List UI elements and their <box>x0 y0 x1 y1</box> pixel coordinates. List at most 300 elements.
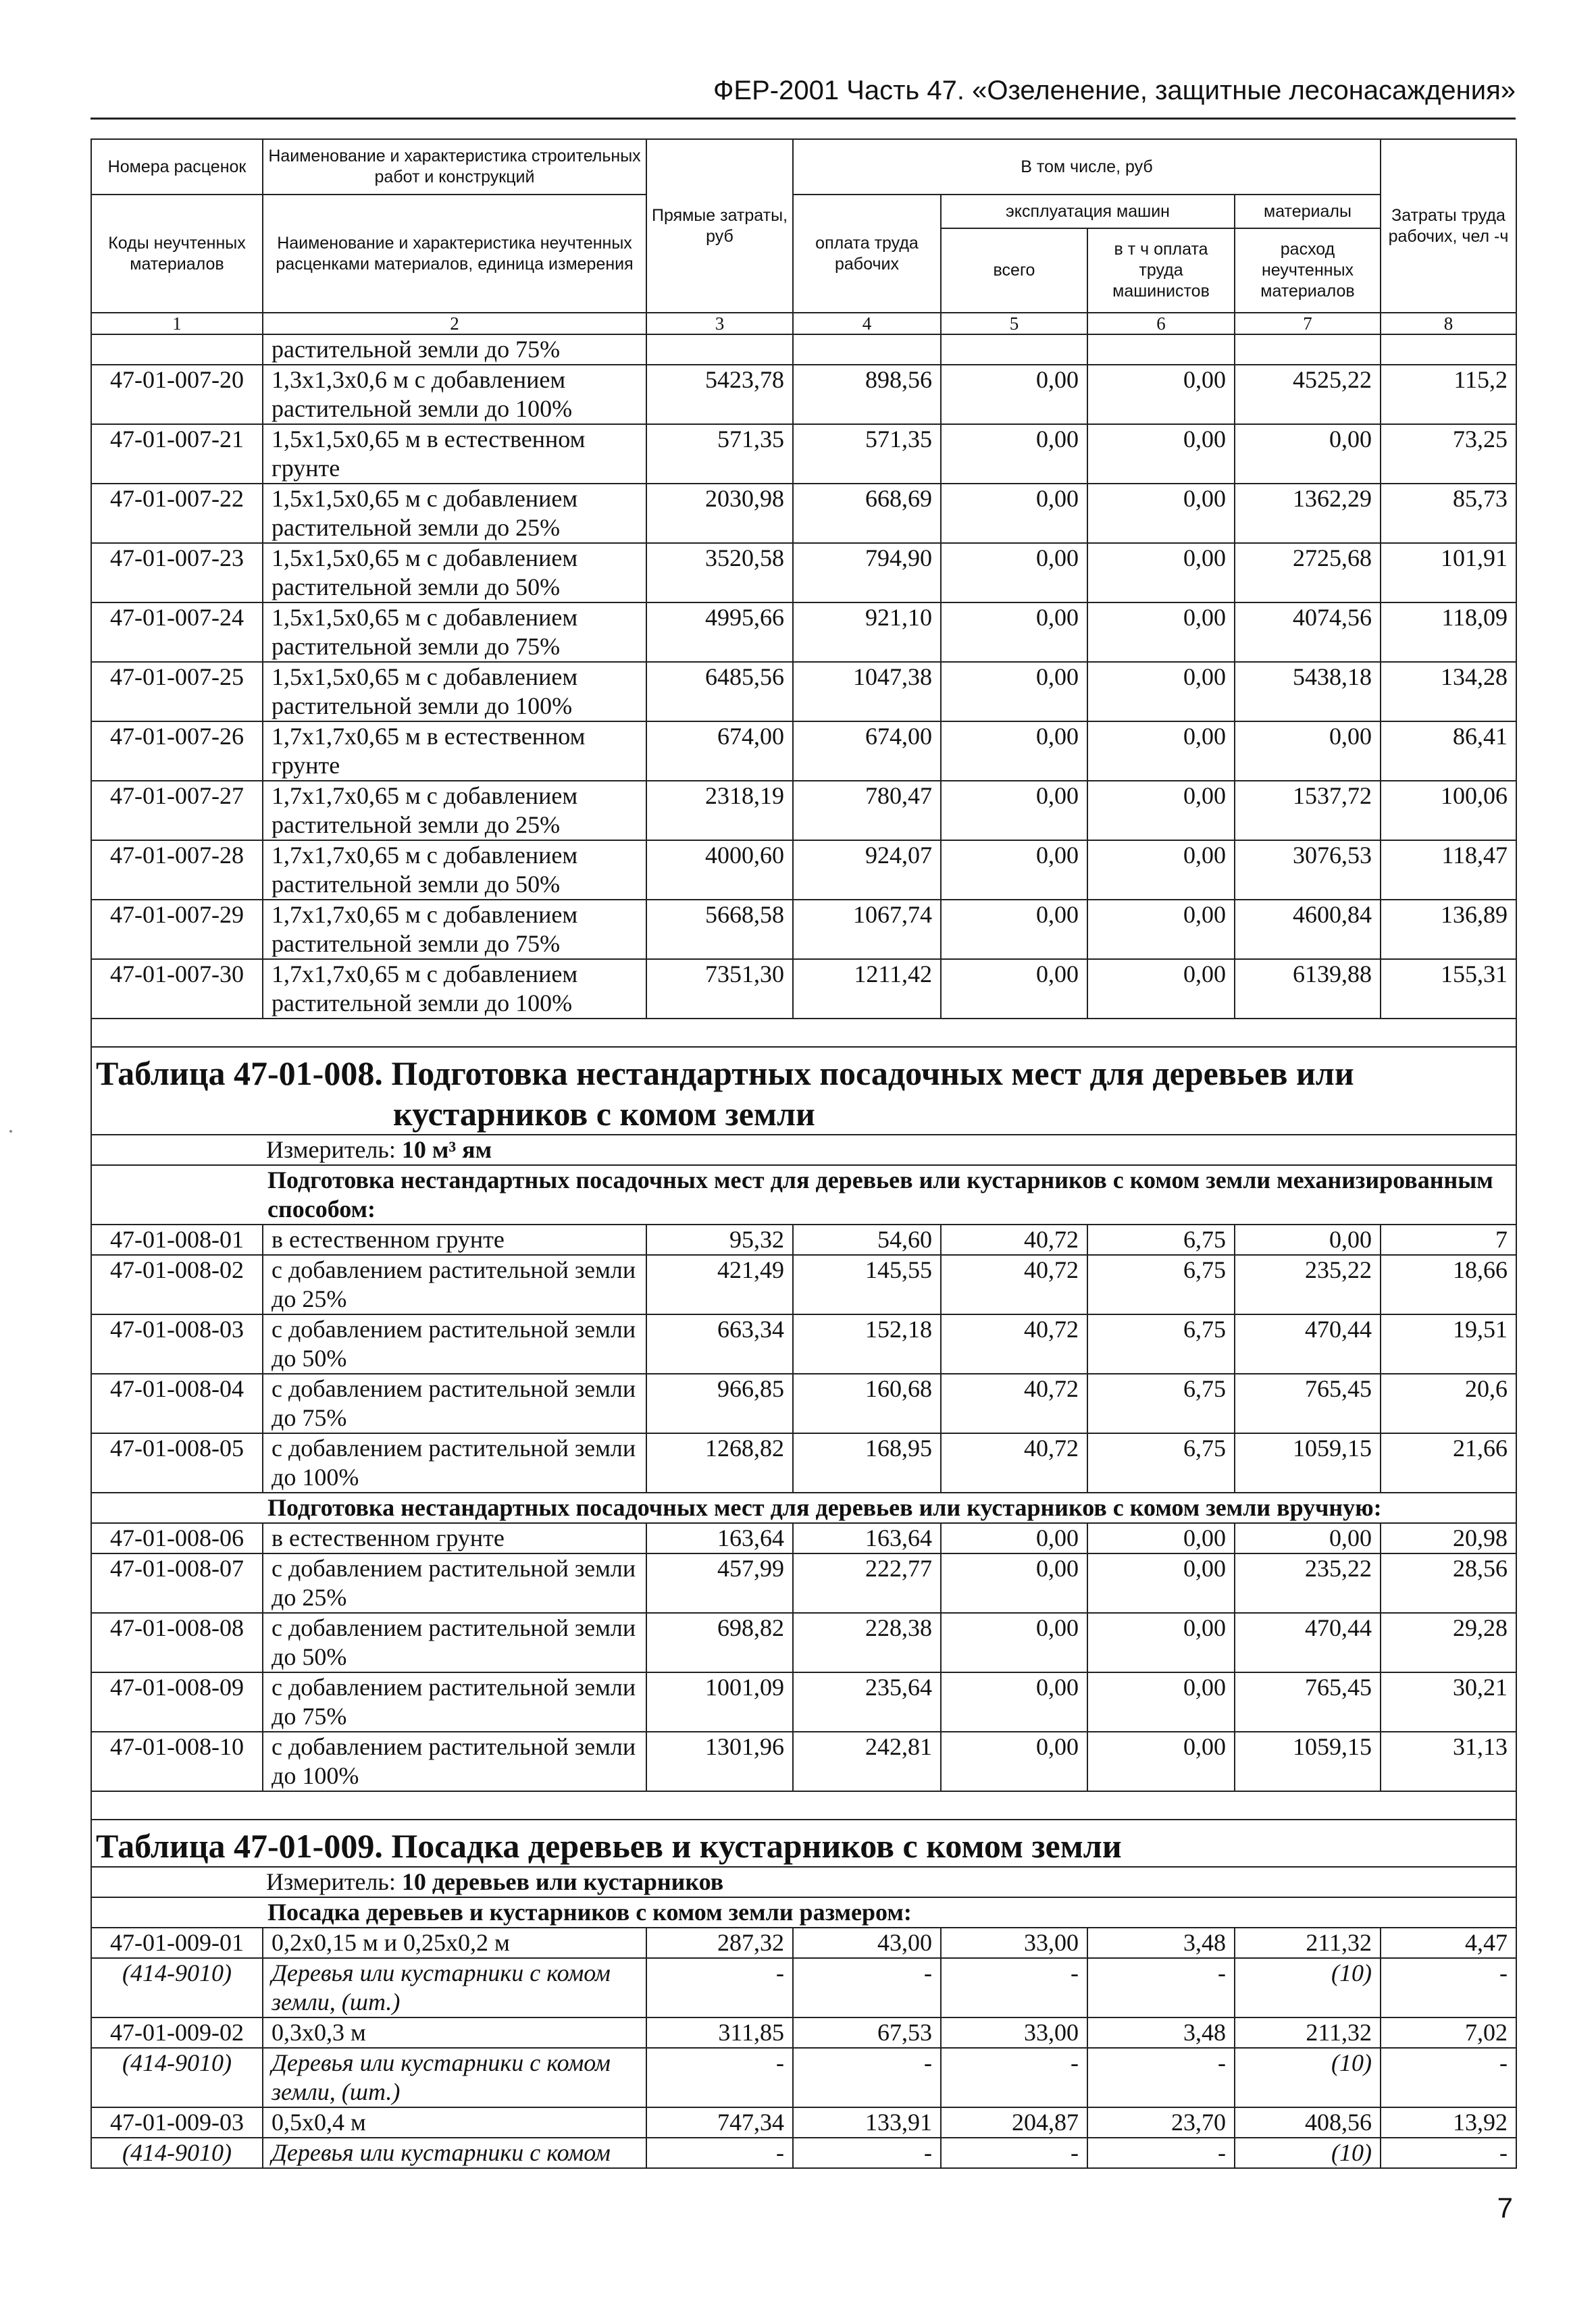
machinist-pay: 6,75 <box>1087 1433 1235 1493</box>
material-code: (414-9010) <box>91 1958 263 2017</box>
meter-label: Измеритель: <box>266 1868 402 1895</box>
rate-code: 47-01-007-26 <box>91 721 263 781</box>
machines-total: 0,00 <box>941 959 1087 1019</box>
machinist-pay: 6,75 <box>1087 1314 1235 1374</box>
spacer-row <box>91 1019 1516 1047</box>
table-body <box>91 139 1516 2168</box>
labor-costs: 30,21 <box>1381 1672 1516 1732</box>
worker-pay: 43,00 <box>793 1928 941 1958</box>
direct-costs: 2318,19 <box>646 781 793 840</box>
material-pay: - <box>793 2048 941 2107</box>
work-name: 1,5х1,5х0,65 м в естественном грунте <box>263 424 646 484</box>
table-title-row <box>91 1820 1516 1867</box>
machines-total: 0,00 <box>941 840 1087 900</box>
table-row <box>91 1928 1516 1958</box>
machinist-pay: 0,00 <box>1087 602 1235 662</box>
table-title <box>91 1047 1516 1135</box>
meter <box>91 1867 1516 1897</box>
rate-code: 47-01-007-22 <box>91 484 263 543</box>
labor-costs: 100,06 <box>1381 781 1516 840</box>
table-row <box>91 959 1516 1019</box>
worker-pay: 924,07 <box>793 840 941 900</box>
direct-costs: 1301,96 <box>646 1732 793 1791</box>
th-rate-numbers: Номера расценок <box>91 139 263 195</box>
subheading <box>91 1897 1516 1928</box>
material-machines: - <box>941 2138 1087 2168</box>
direct-costs: 747,34 <box>646 2107 793 2138</box>
worker-pay: 1067,74 <box>793 900 941 959</box>
work-name: 0,5х0,4 м <box>263 2107 646 2138</box>
materials-cost: 1059,15 <box>1235 1433 1381 1493</box>
direct-costs: 966,85 <box>646 1374 793 1433</box>
machinist-pay: 6,75 <box>1087 1374 1235 1433</box>
machinist-pay: 0,00 <box>1087 543 1235 602</box>
labor-costs: 20,6 <box>1381 1374 1516 1433</box>
work-name: 1,7х1,7х0,65 м с добавлением растительной земли до 50% <box>263 840 646 900</box>
table-title <box>91 1820 1516 1867</box>
header-row-2 <box>91 195 1516 228</box>
machinist-pay: 0,00 <box>1087 365 1235 424</box>
worker-pay: 668,69 <box>793 484 941 543</box>
machines-total: 0,00 <box>941 424 1087 484</box>
labor-costs: 73,25 <box>1381 424 1516 484</box>
column-number: 6 <box>1087 313 1235 334</box>
materials-cost: 211,32 <box>1235 2017 1381 2048</box>
subheading-row <box>91 1165 1516 1225</box>
rate-code: 47-01-007-25 <box>91 662 263 721</box>
header-row-1 <box>91 139 1516 195</box>
work-name: в естественном грунте <box>263 1523 646 1553</box>
materials-cost: 5438,18 <box>1235 662 1381 721</box>
machinist-pay: 0,00 <box>1087 1732 1235 1791</box>
labor-costs: 28,56 <box>1381 1553 1516 1613</box>
rate-code: 47-01-007-28 <box>91 840 263 900</box>
direct-costs: 1268,82 <box>646 1433 793 1493</box>
work-name: 1,7х1,7х0,65 м с добавлением растительной земли до 75% <box>263 900 646 959</box>
machinist-pay: 0,00 <box>1087 1523 1235 1553</box>
rate-code: 47-01-008-06 <box>91 1523 263 1553</box>
table-row <box>91 424 1516 484</box>
materials-cost: 470,44 <box>1235 1613 1381 1672</box>
labor-costs: 18,66 <box>1381 1255 1516 1314</box>
rates-table <box>91 138 1517 2169</box>
empty-cell <box>941 334 1087 365</box>
machinist-pay: 23,70 <box>1087 2107 1235 2138</box>
material-machinists: - <box>1087 2138 1235 2168</box>
materials-cost: 0,00 <box>1235 721 1381 781</box>
material-name: Деревья или кустарники с комом земли, (шт.) <box>263 1958 646 2017</box>
materials-cost: 765,45 <box>1235 1374 1381 1433</box>
work-name: 1,5х1,5х0,65 м с добавлением растительной земли до 100% <box>263 662 646 721</box>
continued-text: растительной земли до 75% <box>263 334 646 365</box>
meter <box>91 1135 1516 1165</box>
empty-cell <box>1381 334 1516 365</box>
machinist-pay: 0,00 <box>1087 1553 1235 1613</box>
machines-total: 0,00 <box>941 484 1087 543</box>
rate-code: 47-01-007-29 <box>91 900 263 959</box>
rate-code: 47-01-007-27 <box>91 781 263 840</box>
meter-value: 10 м³ ям <box>401 1136 492 1163</box>
material-direct: - <box>646 2048 793 2107</box>
machines-total: 0,00 <box>941 1732 1087 1791</box>
materials-cost: 1362,29 <box>1235 484 1381 543</box>
table-row <box>91 484 1516 543</box>
th-unaccounted-consumption: расход неучтенных материалов <box>1235 228 1381 313</box>
column-number: 3 <box>646 313 793 334</box>
labor-costs: 7,02 <box>1381 2017 1516 2048</box>
table-row <box>91 543 1516 602</box>
table-title-line2: кустарников с комом земли <box>393 1095 815 1133</box>
machinist-pay: 0,00 <box>1087 900 1235 959</box>
material-machinists: - <box>1087 1958 1235 2017</box>
direct-costs: 4995,66 <box>646 602 793 662</box>
worker-pay: 160,68 <box>793 1374 941 1433</box>
work-name: с добавлением растительной земли до 50% <box>263 1613 646 1672</box>
work-name: 1,5х1,5х0,65 м с добавлением растительной земли до 75% <box>263 602 646 662</box>
materials-cost: 2725,68 <box>1235 543 1381 602</box>
material-pay: - <box>793 2138 941 2168</box>
table-row <box>91 1255 1516 1314</box>
machines-total: 0,00 <box>941 1672 1087 1732</box>
worker-pay: 222,77 <box>793 1553 941 1613</box>
machines-total: 40,72 <box>941 1255 1087 1314</box>
work-name: 1,5х1,5х0,65 м с добавлением растительной земли до 25% <box>263 484 646 543</box>
material-labor: - <box>1381 2048 1516 2107</box>
material-consumption: (10) <box>1235 2048 1381 2107</box>
machinist-pay: 3,48 <box>1087 1928 1235 1958</box>
direct-costs: 457,99 <box>646 1553 793 1613</box>
machines-total: 0,00 <box>941 543 1087 602</box>
subheading-text: Подготовка нестандартных посадочных мест для деревьев или кустарников с комом земли вручную: <box>267 1494 1382 1521</box>
labor-costs: 13,92 <box>1381 2107 1516 2138</box>
machines-total: 0,00 <box>941 781 1087 840</box>
work-name: 1,7х1,7х0,65 м с добавлением растительной земли до 25% <box>263 781 646 840</box>
labor-costs: 4,47 <box>1381 1928 1516 1958</box>
empty-cell <box>793 334 941 365</box>
labor-costs: 86,41 <box>1381 721 1516 781</box>
worker-pay: 242,81 <box>793 1732 941 1791</box>
subheading-row <box>91 1493 1516 1523</box>
rate-code: 47-01-007-20 <box>91 365 263 424</box>
worker-pay: 168,95 <box>793 1433 941 1493</box>
direct-costs: 163,64 <box>646 1523 793 1553</box>
column-number: 7 <box>1235 313 1381 334</box>
rate-code: 47-01-007-30 <box>91 959 263 1019</box>
meter-value: 10 деревьев или кустарников <box>401 1868 724 1895</box>
machinist-pay: 0,00 <box>1087 1672 1235 1732</box>
worker-pay: 674,00 <box>793 721 941 781</box>
rate-code: 47-01-008-04 <box>91 1374 263 1433</box>
continued-row <box>91 334 1516 365</box>
direct-costs: 311,85 <box>646 2017 793 2048</box>
work-name: 0,3х0,3 м <box>263 2017 646 2048</box>
empty-cell <box>1235 334 1381 365</box>
direct-costs: 5423,78 <box>646 365 793 424</box>
material-row <box>91 2138 1516 2168</box>
labor-costs: 155,31 <box>1381 959 1516 1019</box>
materials-cost: 6139,88 <box>1235 959 1381 1019</box>
table-row <box>91 1433 1516 1493</box>
th-work-name: Наименование и характеристика строительных работ и конструкций <box>263 139 646 195</box>
work-name: 1,3х1,3х0,6 м с добавлением растительной земли до 100% <box>263 365 646 424</box>
work-name: 1,7х1,7х0,65 м с добавлением растительной земли до 100% <box>263 959 646 1019</box>
meter-row <box>91 1867 1516 1897</box>
rate-code: 47-01-008-05 <box>91 1433 263 1493</box>
work-name: с добавлением растительной земли до 25% <box>263 1255 646 1314</box>
work-name: 0,2х0,15 м и 0,25х0,2 м <box>263 1928 646 1958</box>
direct-costs: 698,82 <box>646 1613 793 1672</box>
table-row <box>91 1672 1516 1732</box>
materials-cost: 4600,84 <box>1235 900 1381 959</box>
labor-costs: 20,98 <box>1381 1523 1516 1553</box>
table-row <box>91 1553 1516 1613</box>
direct-costs: 674,00 <box>646 721 793 781</box>
material-consumption: (10) <box>1235 2138 1381 2168</box>
material-row <box>91 2048 1516 2107</box>
machinist-pay: 3,48 <box>1087 2017 1235 2048</box>
machines-total: 0,00 <box>941 1553 1087 1613</box>
material-pay: - <box>793 1958 941 2017</box>
worker-pay: 228,38 <box>793 1613 941 1672</box>
machinist-pay: 0,00 <box>1087 781 1235 840</box>
th-machine-operation: эксплуатация машин <box>941 195 1235 228</box>
spacer-cell <box>91 1791 1516 1820</box>
th-worker-pay: оплата труда рабочих <box>793 195 941 313</box>
subheading-row <box>91 1897 1516 1928</box>
worker-pay: 163,64 <box>793 1523 941 1553</box>
table-row <box>91 1314 1516 1374</box>
material-machines: - <box>941 1958 1087 2017</box>
th-total: всего <box>941 228 1087 313</box>
table-row <box>91 365 1516 424</box>
direct-costs: 7351,30 <box>646 959 793 1019</box>
spacer-cell <box>91 1019 1516 1047</box>
labor-costs: 118,09 <box>1381 602 1516 662</box>
direct-costs: 4000,60 <box>646 840 793 900</box>
table-row <box>91 1523 1516 1553</box>
empty-cell <box>1087 334 1235 365</box>
materials-cost: 4074,56 <box>1235 602 1381 662</box>
th-labor-costs: Затраты труда рабочих, чел -ч <box>1381 139 1516 313</box>
th-materials: материалы <box>1235 195 1381 228</box>
material-code: (414-9010) <box>91 2048 263 2107</box>
rate-code: 47-01-008-08 <box>91 1613 263 1672</box>
material-row <box>91 1958 1516 2017</box>
machinist-pay: 0,00 <box>1087 424 1235 484</box>
th-incl-machinist-pay: в т ч оплата труда машинистов <box>1087 228 1235 313</box>
materials-cost: 235,22 <box>1235 1553 1381 1613</box>
work-name: с добавлением растительной земли до 75% <box>263 1672 646 1732</box>
machinist-pay: 6,75 <box>1087 1225 1235 1255</box>
labor-costs: 29,28 <box>1381 1613 1516 1672</box>
direct-costs: 3520,58 <box>646 543 793 602</box>
direct-costs: 6485,56 <box>646 662 793 721</box>
table-row <box>91 1374 1516 1433</box>
rate-code: 47-01-008-03 <box>91 1314 263 1374</box>
table-row <box>91 840 1516 900</box>
spacer-row <box>91 1791 1516 1820</box>
materials-cost: 1059,15 <box>1235 1732 1381 1791</box>
th-codes-unaccounted: Коды неучтенных материалов <box>91 195 263 313</box>
labor-costs: 7 <box>1381 1225 1516 1255</box>
work-name: в естественном грунте <box>263 1225 646 1255</box>
table-row <box>91 2017 1516 2048</box>
empty-cell <box>646 334 793 365</box>
subheading <box>91 1493 1516 1523</box>
worker-pay: 571,35 <box>793 424 941 484</box>
machines-total: 40,72 <box>941 1433 1087 1493</box>
worker-pay: 898,56 <box>793 365 941 424</box>
table-row <box>91 900 1516 959</box>
work-name: с добавлением растительной земли до 100% <box>263 1433 646 1493</box>
worker-pay: 54,60 <box>793 1225 941 1255</box>
labor-costs: 118,47 <box>1381 840 1516 900</box>
table-row <box>91 2107 1516 2138</box>
machines-total: 0,00 <box>941 1523 1087 1553</box>
labor-costs: 136,89 <box>1381 900 1516 959</box>
rate-code: 47-01-008-10 <box>91 1732 263 1791</box>
materials-cost: 0,00 <box>1235 1523 1381 1553</box>
meter-row <box>91 1135 1516 1165</box>
worker-pay: 1211,42 <box>793 959 941 1019</box>
machines-total: 40,72 <box>941 1225 1087 1255</box>
labor-costs: 19,51 <box>1381 1314 1516 1374</box>
direct-costs: 1001,09 <box>646 1672 793 1732</box>
machines-total: 33,00 <box>941 1928 1087 1958</box>
machinist-pay: 0,00 <box>1087 840 1235 900</box>
column-number: 2 <box>263 313 646 334</box>
direct-costs: 421,49 <box>646 1255 793 1314</box>
work-name: с добавлением растительной земли до 100% <box>263 1732 646 1791</box>
worker-pay: 1047,38 <box>793 662 941 721</box>
table-title-text: Таблица 47-01-009. Посадка деревьев и кустарников с комом земли <box>96 1827 1122 1865</box>
table-row <box>91 1225 1516 1255</box>
scan-mark <box>9 1130 12 1133</box>
meter-label: Измеритель: <box>266 1136 402 1163</box>
material-machinists: - <box>1087 2048 1235 2107</box>
direct-costs: 571,35 <box>646 424 793 484</box>
material-labor: - <box>1381 1958 1516 2017</box>
work-name: с добавлением растительной земли до 25% <box>263 1553 646 1613</box>
rate-code: 47-01-007-23 <box>91 543 263 602</box>
labor-costs: 31,13 <box>1381 1732 1516 1791</box>
rate-code: 47-01-008-02 <box>91 1255 263 1314</box>
rate-code: 47-01-008-01 <box>91 1225 263 1255</box>
work-name: 1,7х1,7х0,65 м в естественном грунте <box>263 721 646 781</box>
machines-total: 0,00 <box>941 1613 1087 1672</box>
th-unaccounted-name: Наименование и характеристика неучтенных расценками материалов, единица измерения <box>263 195 646 313</box>
subheading <box>91 1165 1516 1225</box>
table-title-line1: Таблица 47-01-008. Подготовка нестандартных посадочных мест для деревьев или <box>96 1054 1354 1092</box>
material-direct: - <box>646 1958 793 2017</box>
rate-code: 47-01-008-09 <box>91 1672 263 1732</box>
machinist-pay: 0,00 <box>1087 959 1235 1019</box>
materials-cost: 0,00 <box>1235 1225 1381 1255</box>
document-title: ФЕР-2001 Часть 47. «Озеленение, защитные лесонасаждения» <box>713 76 1516 105</box>
material-direct: - <box>646 2138 793 2168</box>
page-number: 7 <box>1497 2192 1513 2223</box>
worker-pay: 921,10 <box>793 602 941 662</box>
machines-total: 0,00 <box>941 900 1087 959</box>
rate-code: 47-01-007-21 <box>91 424 263 484</box>
column-number: 5 <box>941 313 1087 334</box>
machinist-pay: 0,00 <box>1087 721 1235 781</box>
material-consumption: (10) <box>1235 1958 1381 2017</box>
machines-total: 0,00 <box>941 365 1087 424</box>
worker-pay: 133,91 <box>793 2107 941 2138</box>
materials-cost: 408,56 <box>1235 2107 1381 2138</box>
machines-total: 40,72 <box>941 1314 1087 1374</box>
machinist-pay: 6,75 <box>1087 1255 1235 1314</box>
material-name: Деревья или кустарники с комом земли, (шт.) <box>263 2048 646 2107</box>
material-name: Деревья или кустарники с комом <box>263 2138 646 2168</box>
worker-pay: 152,18 <box>793 1314 941 1374</box>
materials-cost: 4525,22 <box>1235 365 1381 424</box>
labor-costs: 101,91 <box>1381 543 1516 602</box>
labor-costs: 21,66 <box>1381 1433 1516 1493</box>
materials-cost: 470,44 <box>1235 1314 1381 1374</box>
column-number: 4 <box>793 313 941 334</box>
machinist-pay: 0,00 <box>1087 662 1235 721</box>
worker-pay: 235,64 <box>793 1672 941 1732</box>
worker-pay: 67,53 <box>793 2017 941 2048</box>
materials-cost: 235,22 <box>1235 1255 1381 1314</box>
rate-code: 47-01-009-01 <box>91 1928 263 1958</box>
machines-total: 0,00 <box>941 721 1087 781</box>
table-row <box>91 721 1516 781</box>
machines-total: 0,00 <box>941 602 1087 662</box>
column-number: 8 <box>1381 313 1516 334</box>
column-numbers-row <box>91 313 1516 334</box>
labor-costs: 115,2 <box>1381 365 1516 424</box>
table-row <box>91 781 1516 840</box>
th-direct-costs: Прямые затраты, руб <box>646 139 793 313</box>
rate-code: 47-01-007-24 <box>91 602 263 662</box>
machinist-pay: 0,00 <box>1087 484 1235 543</box>
material-machines: - <box>941 2048 1087 2107</box>
materials-cost: 211,32 <box>1235 1928 1381 1958</box>
machinist-pay: 0,00 <box>1087 1613 1235 1672</box>
table-row <box>91 602 1516 662</box>
table-row <box>91 1732 1516 1791</box>
labor-costs: 85,73 <box>1381 484 1516 543</box>
table-title-row <box>91 1047 1516 1135</box>
labor-costs: 134,28 <box>1381 662 1516 721</box>
work-name: 1,5х1,5х0,65 м с добавлением растительной земли до 50% <box>263 543 646 602</box>
work-name: с добавлением растительной земли до 75% <box>263 1374 646 1433</box>
worker-pay: 794,90 <box>793 543 941 602</box>
table-row <box>91 1613 1516 1672</box>
direct-costs: 95,32 <box>646 1225 793 1255</box>
rate-code: 47-01-009-02 <box>91 2017 263 2048</box>
machines-total: 33,00 <box>941 2017 1087 2048</box>
direct-costs: 663,34 <box>646 1314 793 1374</box>
machines-total: 40,72 <box>941 1374 1087 1433</box>
empty-cell <box>91 334 263 365</box>
worker-pay: 780,47 <box>793 781 941 840</box>
subheading-text: Подготовка нестандартных посадочных мест для деревьев или кустарников с комом земли механизированным способом: <box>267 1166 1493 1223</box>
material-code: (414-9010) <box>91 2138 263 2168</box>
materials-cost: 3076,53 <box>1235 840 1381 900</box>
materials-cost: 1537,72 <box>1235 781 1381 840</box>
machines-total: 0,00 <box>941 662 1087 721</box>
work-name: с добавлением растительной земли до 50% <box>263 1314 646 1374</box>
direct-costs: 2030,98 <box>646 484 793 543</box>
th-including: В том числе, руб <box>793 139 1381 195</box>
direct-costs: 287,32 <box>646 1928 793 1958</box>
table-row <box>91 662 1516 721</box>
worker-pay: 145,55 <box>793 1255 941 1314</box>
